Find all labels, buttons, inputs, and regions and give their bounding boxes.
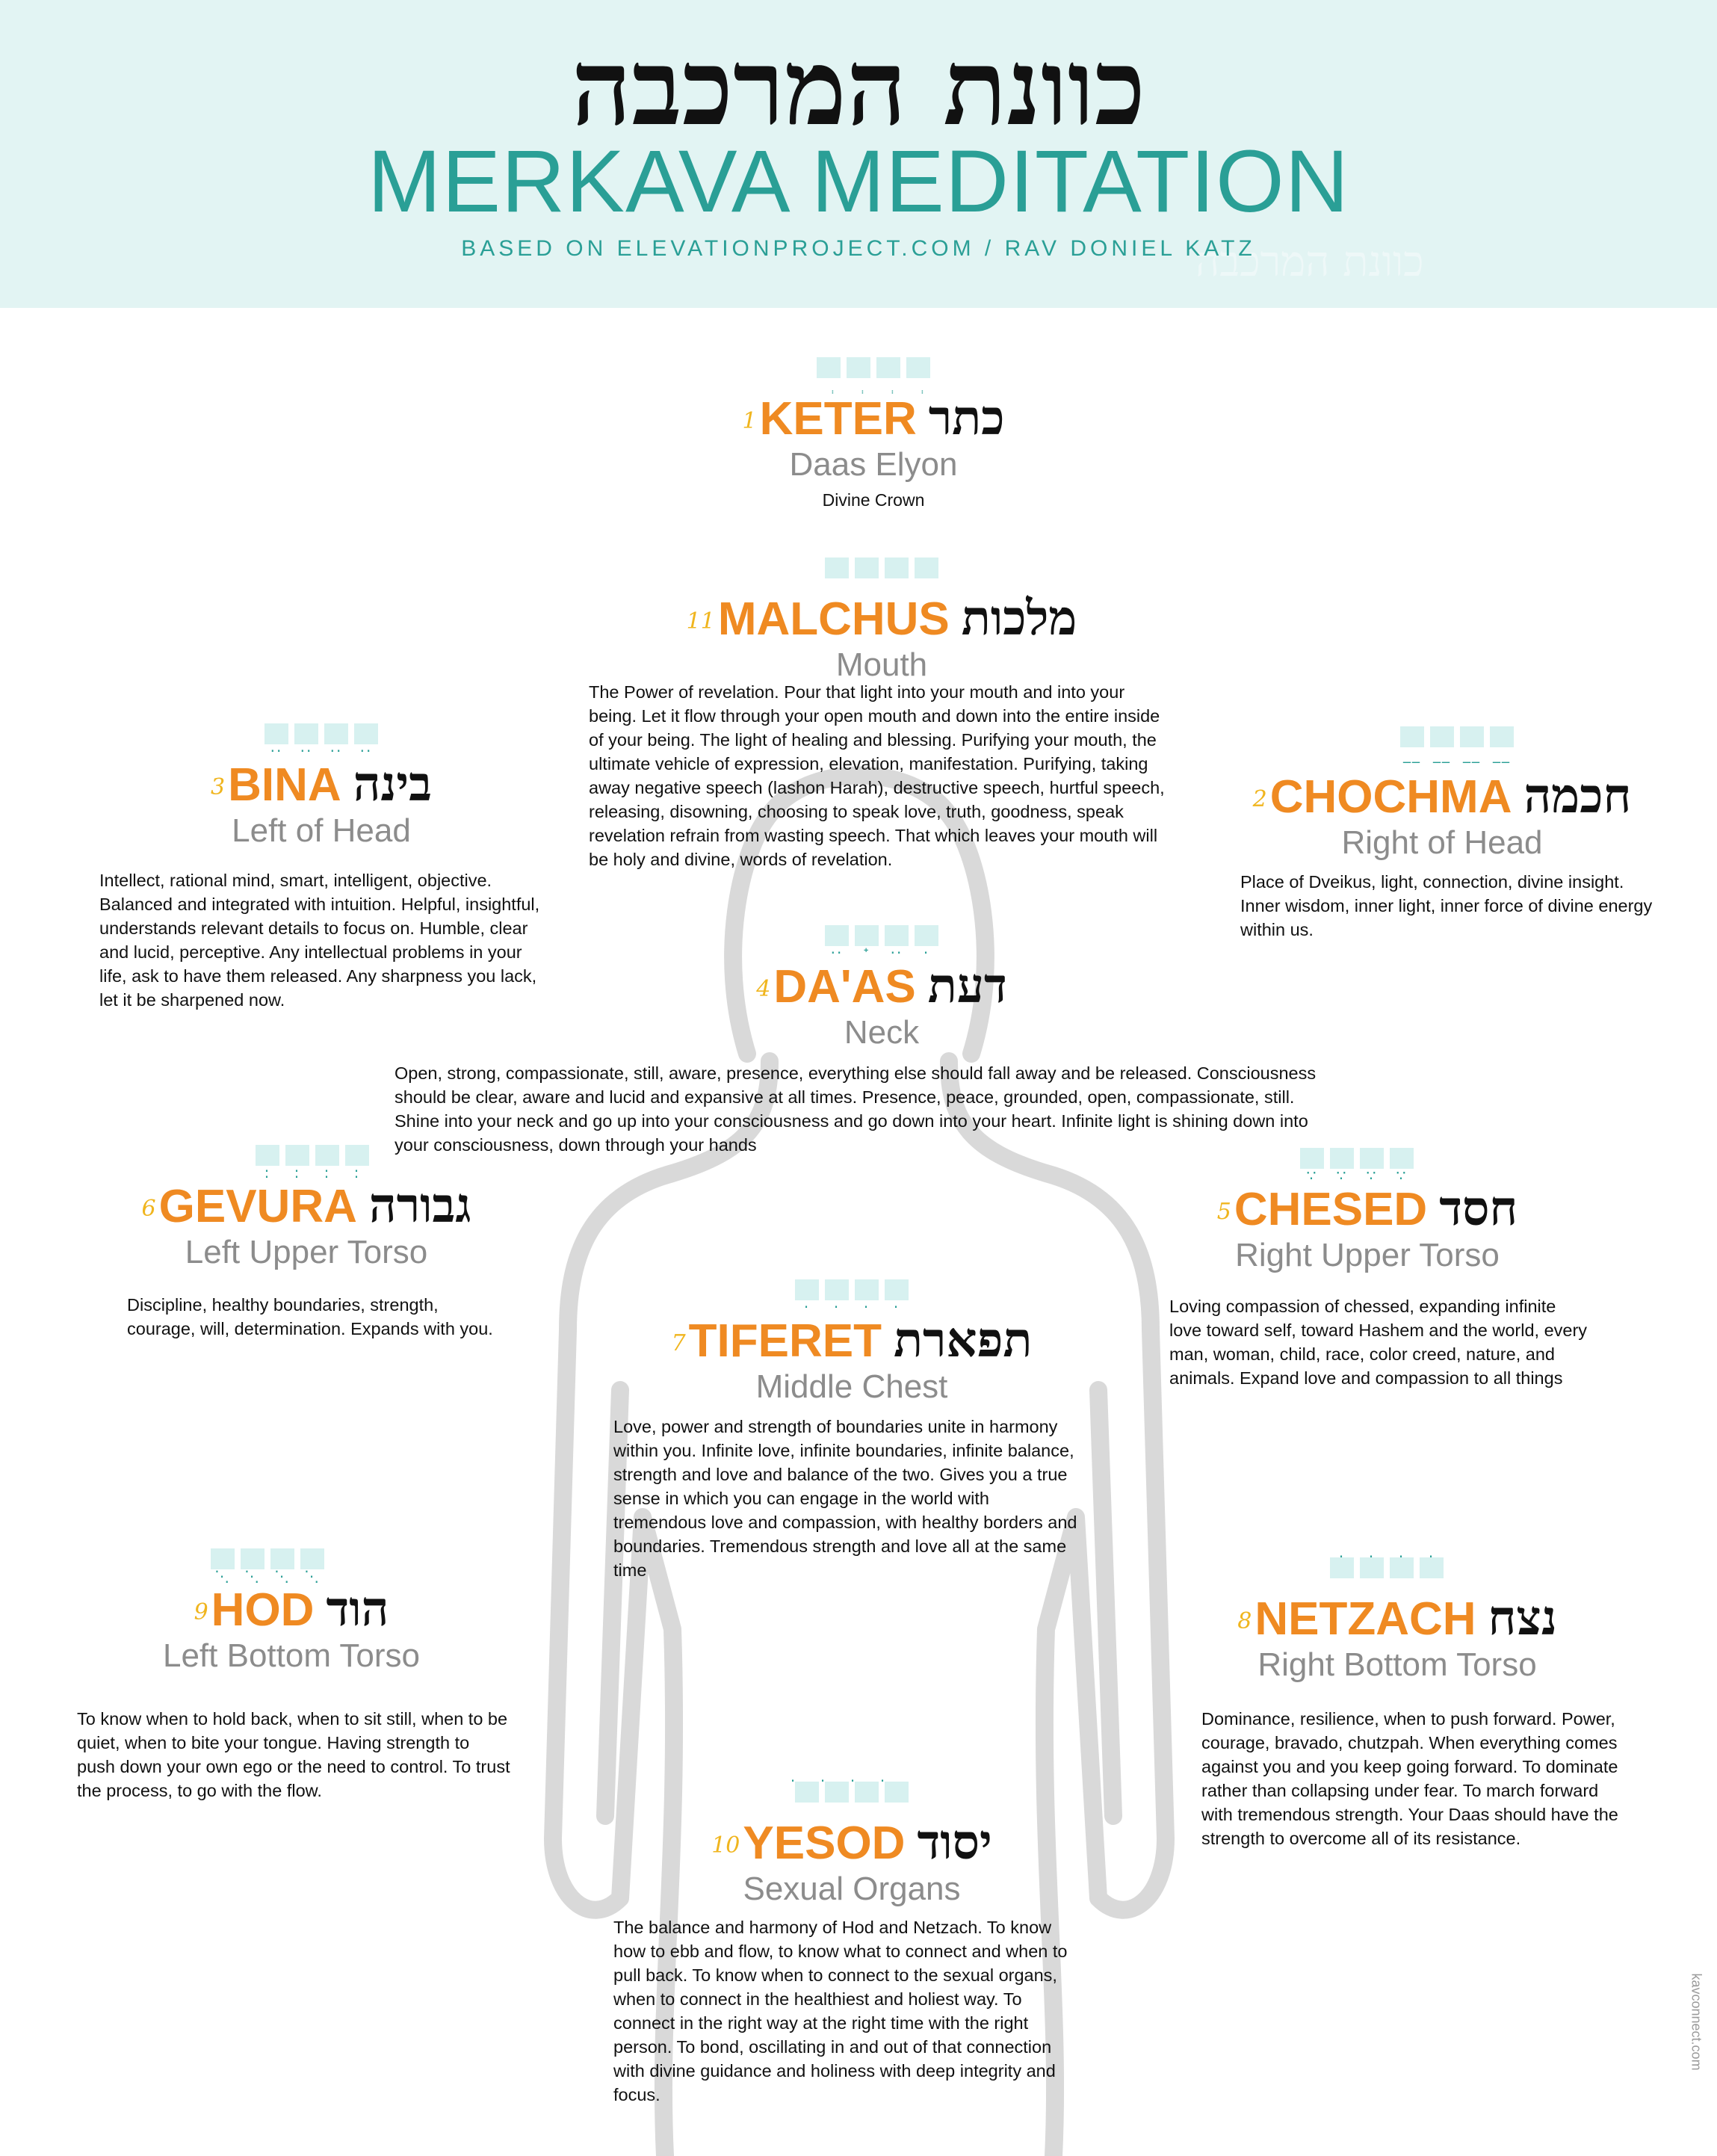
chesed-number: 5	[1216, 1199, 1231, 1225]
daas-letter-mark	[825, 925, 849, 962]
chesed-name: CHESED	[1234, 1184, 1428, 1235]
hod-title	[105, 1583, 478, 1637]
daas-letter-mark	[885, 925, 909, 962]
daas-location: Neck	[844, 1014, 920, 1051]
bina-letter-mark	[324, 723, 348, 760]
tiferet-letter-mark	[885, 1279, 909, 1316]
malchus-letter-mark	[915, 557, 938, 578]
vowel-mark: :	[324, 1164, 331, 1182]
vowel-mark: __	[1463, 745, 1481, 763]
gevura-hebrew: גבורה	[368, 1178, 471, 1234]
sefira-netzach	[1195, 1548, 1599, 1684]
yesod-name: YESOD	[743, 1817, 906, 1869]
keter-letter-mark	[817, 357, 841, 394]
chochma-letter-marks	[1195, 726, 1717, 761]
chesed-letter-mark	[1330, 1148, 1354, 1184]
daas-letter-mark	[855, 925, 879, 962]
sefira-bina	[134, 723, 508, 850]
keter-letter-mark	[906, 357, 930, 394]
malchus-letter-mark	[885, 557, 909, 578]
netzach-description: Dominance, resilience, when to push forward. Power, courage, bravado, chutzpah. When everything comes against you and you keep going forward. To dominate rather than collapsing under fear. To march forward with tremendous strength. Your Daas should have the strength to overcome all of its resistance.	[1201, 1709, 1618, 1848]
chochma-letter-mark	[1460, 726, 1484, 763]
sefira-yesod	[628, 1772, 1076, 1909]
tiferet-hebrew: תפארת	[894, 1312, 1033, 1368]
gevura-letter-mark	[315, 1145, 339, 1182]
vowel-mark: ·	[1368, 1548, 1376, 1566]
yesod-location: Sexual Organs	[743, 1871, 961, 1907]
sefira-malchus	[583, 557, 1181, 685]
bina-letter-marks	[134, 723, 508, 758]
chesed-hebrew: חסד	[1439, 1181, 1518, 1237]
malchus-location: Mouth	[835, 646, 928, 683]
chesed-description: Loving compassion of chessed, expanding infinite love toward self, toward Hashem and the world, every man, woman, child, race, color creed, nature, and animals. Expand love and compassion to all things	[1169, 1297, 1588, 1388]
vowel-mark: ⋱	[244, 1567, 261, 1585]
vowel-mark: ·	[863, 1298, 870, 1316]
sefira-chochma	[1195, 726, 1717, 761]
gevura-letter-mark	[285, 1145, 309, 1182]
vowel-mark: :	[294, 1164, 301, 1182]
daas-number: 4	[756, 976, 771, 1002]
netzach-letter-mark	[1390, 1548, 1414, 1578]
yesod-title	[628, 1816, 1076, 1870]
bina-hebrew: בינה	[353, 756, 432, 812]
chochma-heading	[1181, 770, 1704, 862]
vowel-mark: ·	[1338, 1548, 1346, 1566]
chochma-description: Place of Dveikus, light, connection, divine insight. Inner wisdom, inner light, inner force of divine energy within us.	[1240, 872, 1653, 939]
chochma-letter-mark	[1490, 726, 1514, 763]
keter-name: KETER	[759, 393, 917, 445]
yesod-letter-mark	[879, 1772, 909, 1803]
vowel-mark: ·	[803, 1298, 811, 1316]
vowel-mark: ·	[1398, 1548, 1405, 1566]
vowel-mark: ᐩ	[863, 944, 870, 962]
bina-title	[134, 758, 508, 812]
hod-letter-mark	[270, 1548, 294, 1585]
header-ghost-watermark: כוונת המרכבה	[1195, 238, 1424, 286]
chesed-letter-mark	[1360, 1148, 1384, 1184]
keter-title	[649, 392, 1098, 445]
chochma-title	[1181, 770, 1704, 824]
malchus-name: MALCHUS	[717, 593, 950, 645]
hod-letter-mark	[211, 1548, 235, 1585]
vowel-mark: ··	[300, 742, 313, 760]
netzach-letter-mark	[1360, 1548, 1384, 1578]
vowel-mark: ∵	[1306, 1167, 1318, 1184]
vowel-mark: ·	[1428, 1548, 1435, 1566]
daas-description: Open, strong, compassionate, still, aware, presence, everything else should fall away and be released. Consciousness should be clear, aware and lucid and expansive at all times. Presence, peace, grounded, open, compassionate, still. Shine into your neck and go up into your consciousness and go down into your heart. Infinite light is shining down into your consciousness, down through your hands	[395, 1063, 1317, 1155]
sefira-gevura	[105, 1145, 508, 1272]
malchus-description: The Power of revelation. Pour that light into your mouth and into your being. Let it flow through your open mouth and down into the entire inside of your being. The light of healing and blessing. Purifying your mouth, the ultimate vehicle of expression, elevation, manifestation. Purifying, taking away negative speech (lashon Harah), destructive speech, hurtful speech, releasing, disowning, choosing to speak love, truth, goodness, speak revelation refrain from wasting speech. That which leaves your mouth will be holy and divine, words of revelation.	[589, 682, 1165, 869]
chochma-hebrew: חכמה	[1523, 768, 1632, 824]
netzach-number: 8	[1237, 1608, 1252, 1634]
hod-letter-mark	[300, 1548, 324, 1585]
daas-title	[658, 960, 1106, 1013]
gevura-letter-mark	[256, 1145, 279, 1182]
vowel-mark: ··	[270, 742, 283, 760]
vowel-mark: __	[1433, 745, 1451, 763]
yesod-hebrew: יסוד	[917, 1814, 992, 1871]
tiferet-number: 7	[671, 1330, 686, 1356]
hod-description: To know when to hold back, when to sit still, when to be quiet, when to bite your tongue. Having strength to push down your own ego or the need to control. To trust the process, to go with the flow.	[77, 1709, 510, 1800]
bina-location: Left of Head	[232, 812, 411, 849]
sefira-chesed	[1166, 1148, 1569, 1275]
credit-text: kavconnect.com	[1689, 1973, 1704, 2071]
netzach-location: Right Bottom Torso	[1257, 1646, 1537, 1683]
bina-letter-mark	[354, 723, 378, 760]
vowel-mark: ְ	[828, 376, 829, 394]
vowel-mark: ⋱	[274, 1567, 291, 1585]
daas-letter-marks	[658, 925, 1106, 960]
hod-hebrew: הוד	[326, 1581, 389, 1637]
vowel-mark: ·	[879, 1772, 887, 1790]
hod-letter-marks	[105, 1548, 478, 1583]
tiferet-letter-mark	[795, 1279, 819, 1316]
hod-location: Left Bottom Torso	[162, 1637, 421, 1674]
vowel-mark: ·	[833, 1298, 841, 1316]
malchus-letter-mark	[855, 557, 879, 578]
netzach-letter-marks	[1195, 1548, 1599, 1592]
daas-name: DA'AS	[773, 961, 916, 1013]
chesed-letter-marks	[1166, 1148, 1569, 1182]
gevura-name: GEVURA	[158, 1181, 357, 1232]
chesed-title	[1166, 1182, 1569, 1236]
vowel-mark: ∵	[1336, 1167, 1348, 1184]
chesed-location: Right Upper Torso	[1235, 1237, 1500, 1273]
gevura-letter-mark	[345, 1145, 369, 1182]
vowel-mark: ·	[923, 944, 930, 962]
tiferet-location: Middle Chest	[755, 1368, 948, 1405]
header-band	[0, 0, 1717, 308]
netzach-title	[1195, 1592, 1599, 1646]
hod-number: 9	[194, 1599, 208, 1625]
sefira-keter	[649, 357, 1098, 510]
gevura-letter-marks	[105, 1145, 508, 1182]
vowel-mark: ··	[359, 742, 373, 760]
tiferet-description: Love, power and strength of boundaries unite in harmony within you. Infinite love, infinite boundaries, infinite balance, strength and love and balance of the two. Gives you a true sense in which you can engage in the world with tremendous love and compassion, with healthy borders and boundaries. Tremendous strength and love all at the same time	[613, 1417, 1077, 1580]
bina-description: Intellect, rational mind, smart, intelligent, objective. Balanced and integrated with intuition. Helpful, insightful, understands relevant details to focus on. Humble, clear and lucid, perceptive. Any intellectual problems in your life, ask to have them released. Any sharpness you lack, let it be sharpened now.	[99, 871, 540, 1010]
tiferet-name: TIFERET	[688, 1315, 882, 1367]
bina-number: 3	[211, 774, 226, 800]
page-title: MERKAVA MEDITATION	[368, 132, 1349, 231]
tiferet-letter-marks	[628, 1279, 1076, 1314]
hod-letter-mark	[241, 1548, 264, 1585]
gevura-number: 6	[141, 1196, 156, 1222]
vowel-mark: ·	[820, 1772, 827, 1790]
malchus-number: 11	[686, 608, 715, 634]
daas-hebrew: דעת	[927, 958, 1007, 1014]
hebrew-title: כוונת המרכבה	[571, 27, 1146, 149]
gevura-title	[105, 1179, 508, 1233]
vowel-mark: ··	[330, 742, 343, 760]
keter-number: 1	[742, 408, 757, 434]
chochma-letter-mark	[1430, 726, 1454, 763]
chochma-name: CHOCHMA	[1269, 771, 1512, 823]
netzach-letter-mark	[1330, 1548, 1354, 1578]
vowel-mark: __	[1493, 745, 1511, 763]
netzach-hebrew: נצח	[1488, 1590, 1557, 1646]
vowel-mark: ⋱	[214, 1567, 231, 1585]
credit-watermark	[1681, 1973, 1704, 2092]
vowel-mark: ⋱	[304, 1567, 321, 1585]
vowel-mark: ְ	[888, 376, 889, 394]
tiferet-letter-mark	[825, 1279, 849, 1316]
bina-name: BINA	[228, 759, 341, 811]
daas-letter-mark	[915, 925, 938, 962]
keter-letter-mark	[847, 357, 870, 394]
chochma-letter-mark	[1400, 726, 1424, 763]
vowel-mark: ·	[790, 1772, 797, 1790]
tiferet-title	[628, 1314, 1076, 1368]
sefira-hod	[105, 1548, 478, 1675]
vowel-mark: :	[264, 1164, 271, 1182]
vowel-mark: ··	[890, 944, 903, 962]
yesod-letter-marks	[628, 1772, 1076, 1816]
vowel-mark: ְ	[918, 376, 919, 394]
gevura-location: Left Upper Torso	[185, 1234, 428, 1270]
malchus-letter-marks	[583, 557, 1181, 592]
chochma-number: 2	[1252, 786, 1267, 812]
sefira-daas	[658, 925, 1106, 1052]
vowel-mark: :	[353, 1164, 361, 1182]
keter-letter-marks	[649, 357, 1098, 392]
vowel-mark: ∵	[1366, 1167, 1378, 1184]
netzach-letter-mark	[1420, 1548, 1444, 1578]
page-subtitle: BASED ON ELEVATIONPROJECT.COM / RAV DONIEL KATZ	[461, 236, 1256, 261]
vowel-mark: ·	[893, 1298, 900, 1316]
keter-letter-mark	[876, 357, 900, 394]
tiferet-letter-mark	[855, 1279, 879, 1316]
right-arm-inner	[1098, 1390, 1113, 1816]
chesed-letter-mark	[1390, 1148, 1414, 1184]
netzach-name: NETZACH	[1255, 1593, 1476, 1645]
chesed-letter-mark	[1300, 1148, 1324, 1184]
malchus-title	[583, 592, 1181, 646]
malchus-hebrew: מלכות	[961, 590, 1077, 646]
bina-letter-mark	[264, 723, 288, 760]
chochma-location: Right of Head	[1341, 824, 1543, 861]
bina-letter-mark	[294, 723, 318, 760]
vowel-mark: ְ	[858, 376, 859, 394]
malchus-letter-mark	[825, 557, 849, 578]
keter-hebrew: כתר	[928, 390, 1005, 446]
vowel-mark: ·	[850, 1772, 857, 1790]
keter-subtitle: Divine Crown	[822, 490, 925, 510]
vowel-mark: ··	[830, 944, 844, 962]
hod-name: HOD	[211, 1584, 315, 1636]
keter-location: Daas Elyon	[789, 446, 958, 483]
yesod-number: 10	[711, 1832, 740, 1859]
vowel-mark: ∵	[1396, 1167, 1408, 1184]
sefira-tiferet	[628, 1279, 1076, 1406]
gevura-description: Discipline, healthy boundaries, strength, courage, will, determination. Expands with you.	[127, 1295, 493, 1338]
vowel-mark: __	[1403, 745, 1421, 763]
yesod-description: The balance and harmony of Hod and Netzach. To know how to ebb and flow, to know what to connect and when to pull back. To know when to connect to the sexual organs, when to connect in the healthiest and holiest way. To connect in the right way at the right time with the right person. To bond, oscillating in and out of that connection with divine guidance and holiness with deep integrity and focus.	[613, 1918, 1068, 2104]
